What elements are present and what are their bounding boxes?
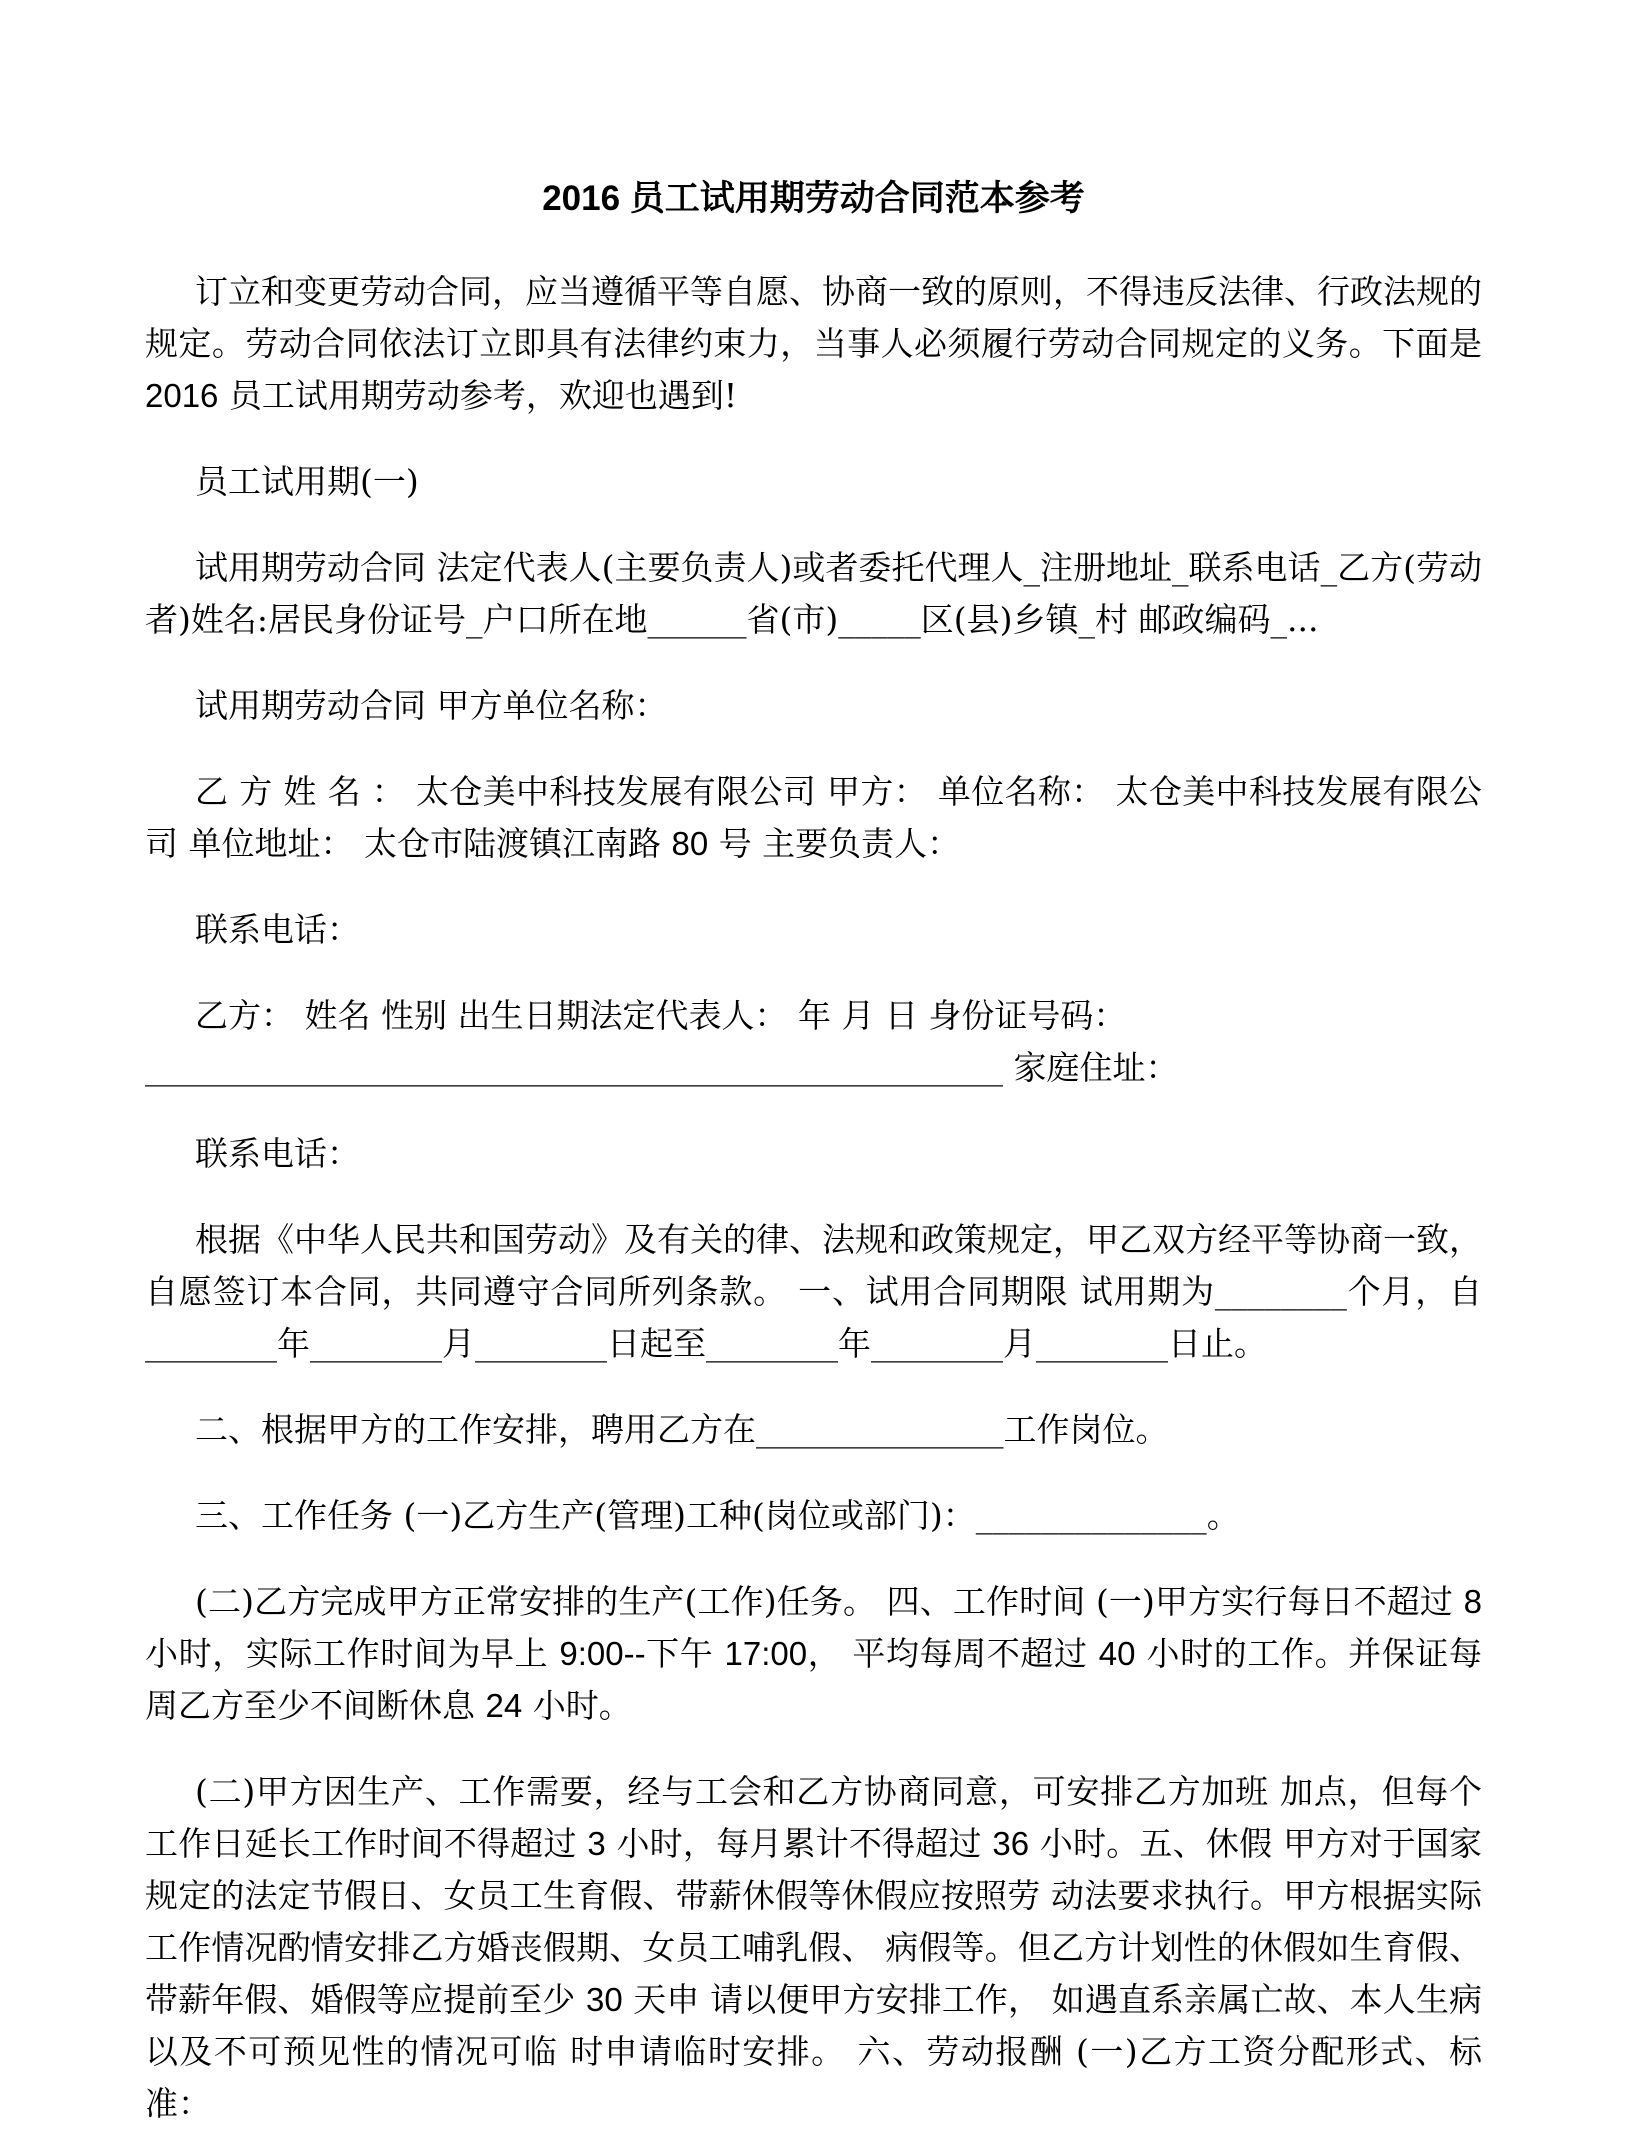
contact-phone-line-2: 联系电话： xyxy=(195,1134,360,1173)
intro-paragraph: 订立和变更劳动合同，应当遵循平等自愿、协商一致的原则，不得违反法律、行政法规的规定。劳动合同依法订立即具有法律约束力，当事人必须履行劳动合同规定的义务。下面是 2016 员工试用期劳动参考，欢迎也遇到! xyxy=(145,272,1482,415)
clause-5-6-leave-pay: (二)甲方因生产、工作需要，经与工会和乙方协商同意，可安排乙方加班 加点，但每个工作日延长工作时间不得超过 3 小时，每月累计不得超过 36 小时。五、休假 甲方对于国家规定的法定节假日、女员工生育假、带薪休假等休假应按照劳 动法要求执行。甲方根据实际工作情况酌情安排乙方婚丧假期、女员工哺乳假、 病假等。但乙方计划性的休假如生育假、带薪年假、婚假等应提前至少 30 天申 请以便甲方安排工作， 如遇直系亲属亡故、本人生病以及不可预见性的情况可临 时申请临时安排。 六、劳动报酬 (一)乙方工资分配形式、标准： xyxy=(145,1772,1483,2123)
term-clause-paragraph: 根据《中华人民共和国劳动》及有关的律、法规和政策规定，甲乙双方经平等协商一致，自愿签订本合同，共同遵守合同所列条款。 一、试用合同期限 试用期为________个月，自________年________月________日起至________年________月________日止。 xyxy=(145,1220,1482,1363)
employer-name-line: 试用期劳动合同 甲方单位名称： xyxy=(195,686,668,725)
party-info-template-line: 试用期劳动合同 法定代表人(主要负责人)或者委托代理人_注册地址_联系电话_乙方(劳动者)姓名:居民身份证号_户口所在地______省(市)_____区(县)乡镇_村 邮政编码_... xyxy=(145,548,1482,639)
section-heading-probation: 员工试用期(一) xyxy=(195,462,419,501)
clause-3-tasks: 三、工作任务 (一)乙方生产(管理)工种(岗位或部门)：______________。 xyxy=(195,1496,1240,1535)
clause-4-hours: (二)乙方完成甲方正常安排的生产(工作)任务。 四、工作时间 (一)甲方实行每日不超过 8 小时，实际工作时间为早上 9:00--下午 17:00， 平均每周不超过 40 小时的工作。并保证每周乙方至少不间断休息 24 小时。 xyxy=(145,1582,1482,1725)
clause-2-position: 二、根据甲方的工作安排，聘用乙方在_______________工作岗位。 xyxy=(195,1410,1169,1449)
party-names-line: 乙 方 姓 名 ： 太仓美中科技发展有限公司 甲方： 单位名称： 太仓美中科技发展有限公司 单位地址： 太仓市陆渡镇江南路 80 号 主要负责人： xyxy=(145,772,1482,863)
party-b-details-line: 乙方： 姓名 性别 出生日期法定代表人： 年 月 日 身份证号码：____________________________________________________ 家庭住址： xyxy=(145,996,1179,1087)
contact-phone-line: 联系电话： xyxy=(195,910,360,949)
doc-title: 2016 员工试用期劳动合同范本参考 xyxy=(542,179,1085,218)
